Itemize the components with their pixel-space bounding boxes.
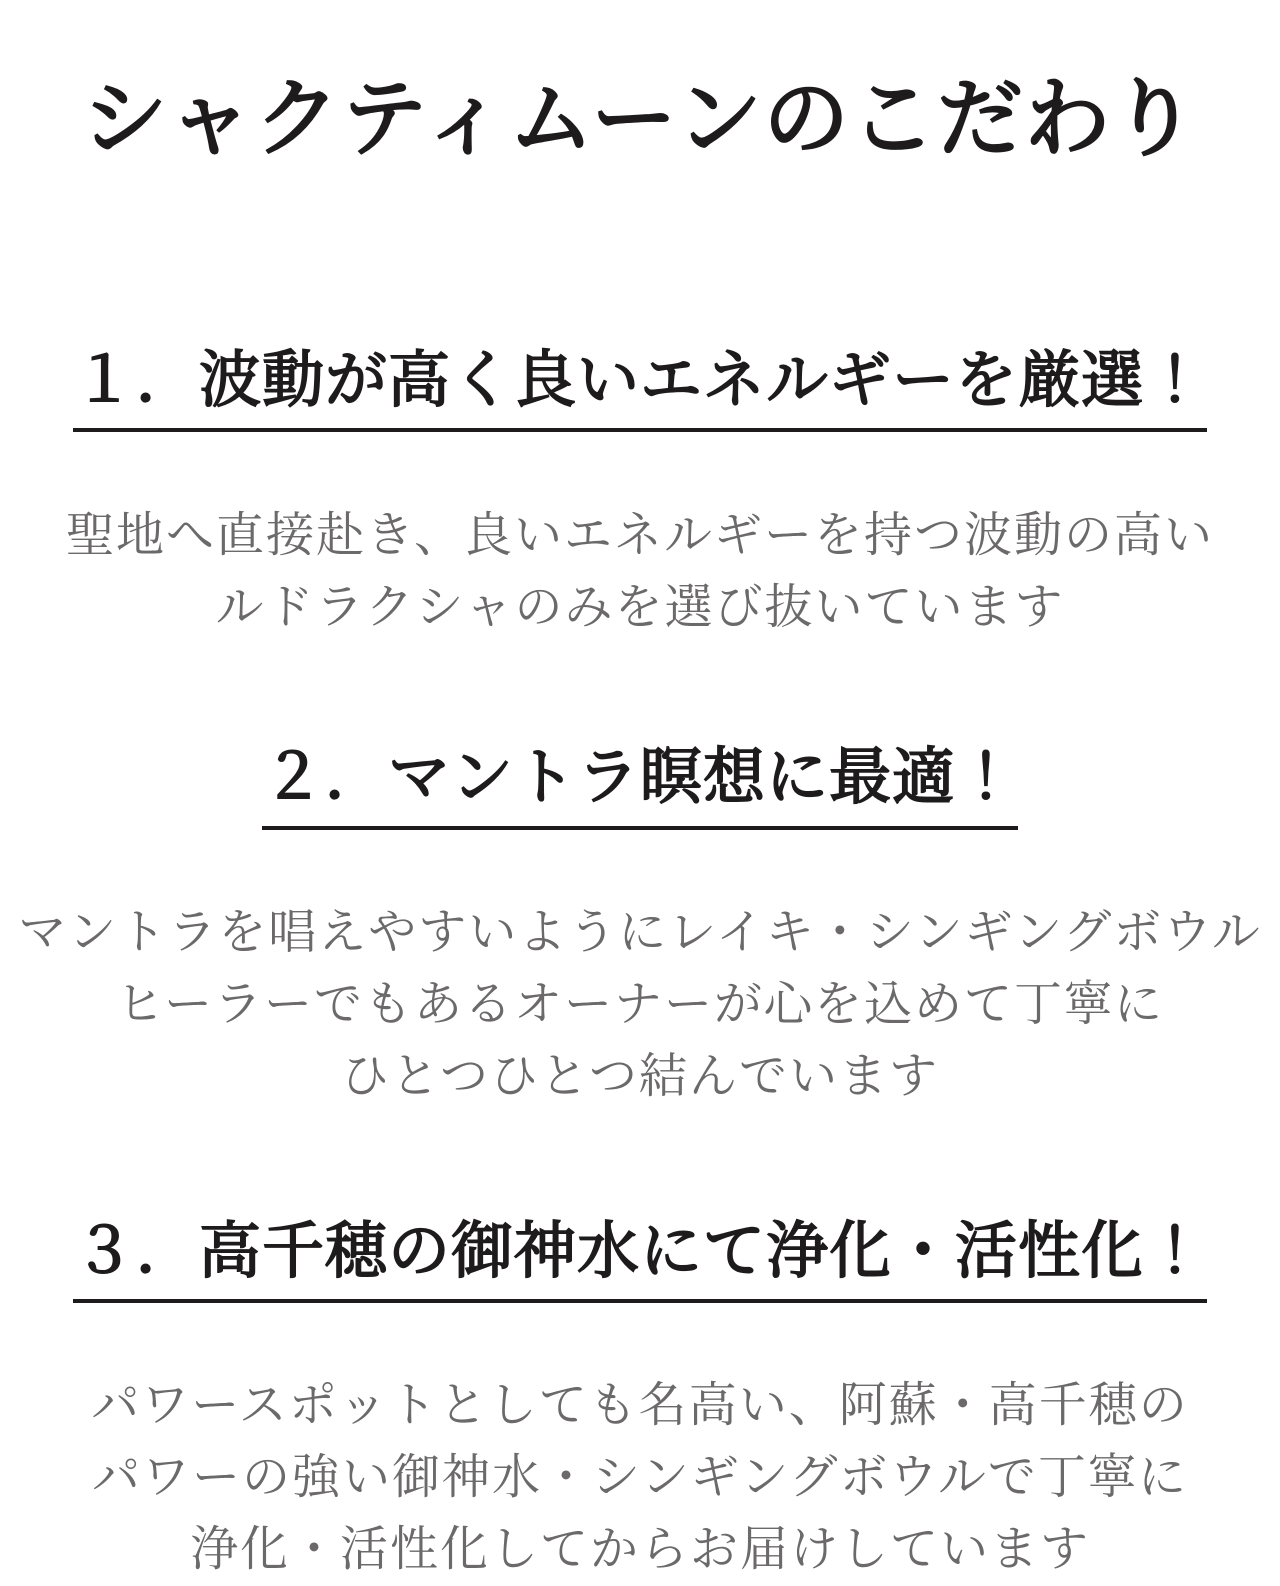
section-purification-body-line-3: 浄化・活性化してからお届けしています [189, 1523, 1090, 1577]
section-mantra-body-line-3: ひとつひとつ結んでいます [340, 1050, 940, 1104]
section-purification-body-line-2: パワーの強い御神水・シンギングボウルで丁寧に [92, 1451, 1188, 1505]
section-quality-heading: １．波動が高く良いエネルギーを厳選！ [73, 344, 1207, 432]
section-mantra [0, 690, 1280, 1113]
section-purification-heading: ３．高千穂の御神水にて浄化・活性化！ [73, 1215, 1207, 1303]
section-purification [0, 1163, 1280, 1586]
section-quality-body-line-2: ルドラクシャのみを選び抜いています [215, 580, 1065, 634]
section-quality-body-line-1: 聖地へ直接赴き、良いエネルギーを持つ波動の高い [65, 508, 1215, 562]
section-mantra-body-line-1: マントラを唱えやすいようにレイキ・シンギングボウル [18, 906, 1262, 960]
section-mantra-body [18, 897, 1262, 1113]
section-mantra-body-line-2: ヒーラーでもあるオーナーが心を込めて丁寧に [115, 978, 1165, 1032]
page-title: シャクティムーンのこだわり [81, 71, 1199, 167]
section-quality-body [66, 500, 1214, 644]
section-purification-body-line-1: パワースポットとしても名高い、阿蘇・高千穂の [91, 1379, 1189, 1433]
section-mantra-heading: ２．マントラ瞑想に最適！ [262, 741, 1018, 829]
section-purification-body [91, 1370, 1189, 1586]
section-quality [0, 293, 1280, 644]
